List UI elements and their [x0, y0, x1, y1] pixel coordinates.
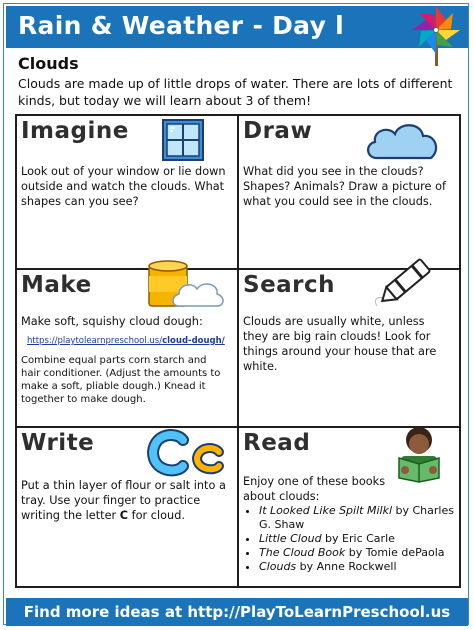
imagine-cell — [21, 118, 233, 266]
grid-divider-vertical — [237, 116, 239, 586]
draw-title: Draw — [243, 118, 313, 144]
imagine-title: Imagine — [21, 118, 129, 144]
write-text: Put a thin layer of flour or salt into a tray. Use your finger to practice writing the letter C for cloud. — [21, 479, 226, 522]
intro-text: Clouds are made up of little drops of water. There are lots of different kinds, but today we will learn about 3 of them! — [18, 76, 453, 108]
cloud-icon — [363, 120, 443, 162]
intro-section — [18, 54, 458, 109]
write-letter: C — [119, 509, 129, 522]
make-cell — [21, 272, 233, 424]
list-item: • Clouds by Anne Rockwell — [259, 560, 469, 574]
cloud-dough-link[interactable]: https://playtolearnpreschool.us/cloud-dough/ — [27, 336, 225, 346]
search-title: Search — [243, 272, 336, 298]
read-title: Read — [243, 430, 311, 456]
crayon-icon — [369, 250, 443, 312]
make-title: Make — [21, 272, 92, 298]
letter-cc-icon — [145, 428, 227, 478]
draw-cell — [243, 118, 457, 266]
write-title: Write — [21, 430, 95, 456]
make-instructions: Combine equal parts corn starch and hair conditioner. (Adjust the amounts to make a soft, pliable dough.) Knead it together to make dough. — [21, 355, 221, 405]
read-cell — [243, 430, 457, 584]
footer-link[interactable]: Find more ideas at http://PlayToLearnPreschool.us — [23, 603, 451, 621]
page-title: Rain & Weather - Day l — [18, 11, 345, 40]
cloud-dough-jar-icon — [145, 256, 227, 312]
read-text: Enjoy one of these books about clouds: — [243, 475, 386, 503]
book-list — [243, 504, 469, 574]
search-text: Clouds are usually white, unless they are big rain clouds! Look for things around your house that are white. — [243, 315, 437, 373]
activity-grid — [15, 114, 461, 588]
draw-text: What did you see in the clouds? Shapes? Animals? Draw a picture of what you could see in the clouds. — [243, 165, 446, 208]
list-item: • It Looked Like Spilt Milkl by Charles G. Shaw — [259, 504, 469, 532]
list-item: • The Cloud Book by Tomie dePaola — [259, 546, 469, 560]
footer-banner — [6, 598, 468, 626]
imagine-text: Look out of your window or lie down outside and watch the clouds. What shapes can you see? — [21, 165, 226, 208]
window-icon — [161, 118, 205, 162]
make-text: Make soft, squishy cloud dough: — [21, 315, 203, 328]
child-reading-icon — [389, 424, 449, 484]
intro-heading: Clouds — [18, 54, 79, 73]
write-cell — [21, 430, 233, 584]
list-item: • Little Cloud by Eric Carle — [259, 532, 469, 546]
header-banner — [6, 6, 468, 48]
search-cell — [243, 272, 457, 424]
